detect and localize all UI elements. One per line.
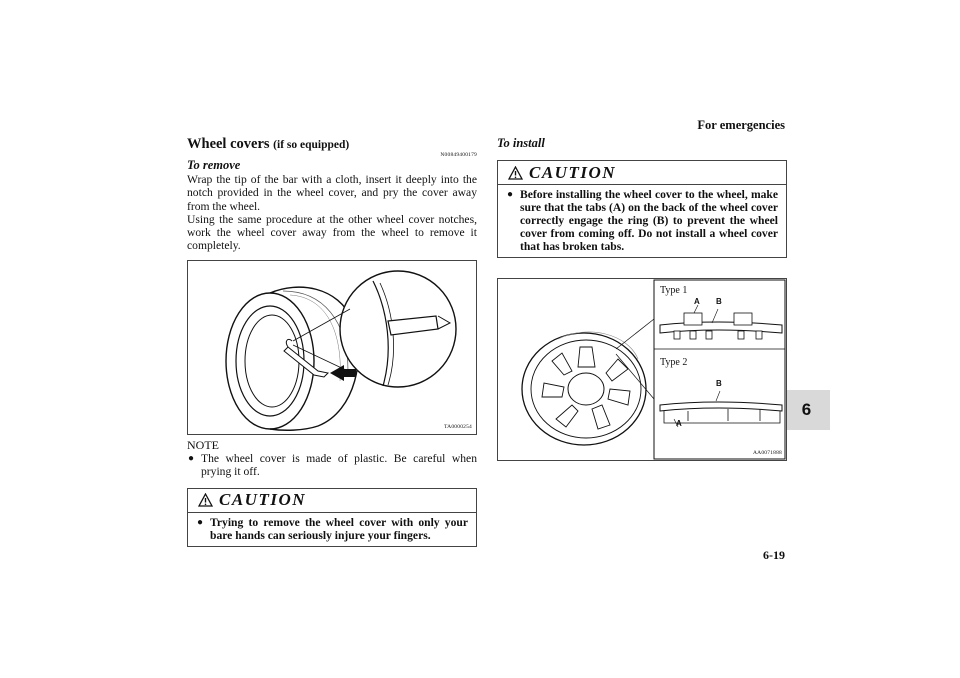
right-column — [497, 136, 787, 461]
tab-label-a: A — [694, 297, 700, 306]
caution-body — [498, 185, 786, 257]
bullet-icon: ● — [507, 189, 514, 200]
section-code: N00849400179 — [440, 152, 477, 158]
warning-triangle-icon — [198, 493, 213, 507]
warning-triangle-icon — [508, 166, 523, 180]
bullet-icon: ● — [188, 452, 195, 464]
note-item — [187, 452, 477, 478]
ring-label-b: B — [716, 297, 722, 306]
type1-label: Type 1 — [660, 285, 688, 296]
note-text: The wheel cover is made of plastic. Be careful when prying it off. — [201, 451, 477, 478]
page-number: 6-19 — [763, 548, 785, 562]
caution-text: Before installing the wheel cover to the wheel, make sure that the tabs (A) on the back of the wheel cover correctly engage the ring (B) to prevent the wheel cover from coming off. Do not install a wheel cover that has broken tabs. — [520, 188, 778, 253]
tab-label-a-type2: A — [676, 419, 682, 428]
page-header: For emergencies — [697, 118, 785, 132]
note-label: NOTE — [187, 437, 219, 452]
subhead-remove: To remove — [187, 158, 241, 172]
caution-body — [188, 513, 476, 546]
caution-title: CAUTION — [219, 490, 307, 510]
tire-pry-illustration — [188, 261, 476, 434]
section-title-suffix: (if so equipped) — [273, 139, 350, 151]
caution-box-remove — [187, 488, 477, 547]
figure-code: TA0000254 — [444, 423, 472, 430]
type2-label: Type 2 — [660, 357, 688, 368]
chapter-tab: 6 — [783, 390, 830, 430]
ring-label-b-type2: B — [716, 379, 722, 388]
install-figure — [497, 278, 787, 461]
section-title — [187, 136, 477, 153]
caution-box-install — [497, 160, 787, 258]
remove-figure — [187, 260, 477, 435]
remove-paragraph-2: Using the same procedure at the other wheel cover notches, work the wheel cover away from the wheel to remove it completely. — [187, 212, 477, 253]
figure-code: AA0071888 — [753, 450, 782, 456]
subhead-install: To install — [497, 136, 545, 150]
caution-header — [188, 489, 476, 513]
caution-title: CAUTION — [529, 162, 617, 182]
bullet-icon: ● — [197, 516, 204, 528]
caution-header — [498, 161, 786, 185]
remove-paragraph-1: Wrap the tip of the bar with a cloth, insert it deeply into the notch provided in the wheel cover, and pry the cover away from the wheel. — [187, 173, 477, 213]
wheel-cover-illustration — [498, 279, 786, 460]
left-column — [187, 136, 477, 547]
caution-item — [196, 516, 468, 542]
caution-text: Trying to remove the wheel cover with only your bare hands can seriously injure your fingers. — [210, 515, 468, 542]
caution-item — [506, 188, 778, 253]
section-title-text: Wheel covers — [187, 136, 270, 152]
